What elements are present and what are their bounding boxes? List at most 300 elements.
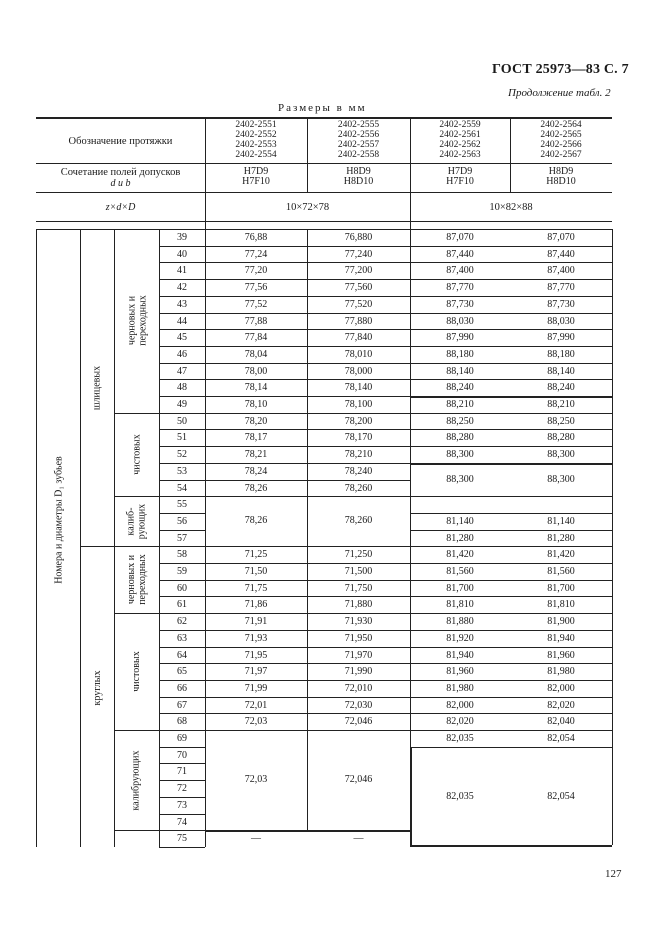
diameter-value-merged: 82,035 [446,790,474,802]
row-number: 52 [177,449,187,461]
diameter-value: 81,700 [446,582,474,594]
diameter-value: 71,950 [344,632,373,644]
diameter-value: 82,000 [547,682,575,694]
diameter-value: 71,50 [244,566,268,577]
diameter-value: 76,880 [344,232,373,243]
row-number: 63 [177,632,187,644]
rule-horizontal [410,580,612,581]
diameter-value: 88,140 [547,365,575,377]
rule-horizontal [205,596,410,597]
rule-horizontal [410,379,612,380]
sub-calib-round-label: калибрующих [130,750,142,811]
rule-horizontal [159,630,205,631]
tool-code: 2402-2556 [337,130,380,140]
diameter-value: 87,990 [446,332,474,344]
rule-horizontal [410,463,612,465]
rule-horizontal [159,797,205,798]
rule-horizontal [410,496,612,497]
diameter-value: 78,26 [244,482,268,494]
rule-horizontal [159,429,205,430]
rule-horizontal [410,313,612,314]
fit-value: H8D9 [548,166,574,177]
rule-horizontal [159,463,205,464]
diameter-value: 78,240 [344,465,373,477]
zdd-label: z×d×D [105,202,136,213]
rule-horizontal [410,596,612,597]
rule-horizontal [205,396,410,397]
rule-horizontal [205,697,410,698]
diameter-value: 71,970 [344,649,373,661]
rule-horizontal [410,697,612,698]
rule-horizontal [410,680,612,681]
page-number: 127 [605,868,622,880]
row-number: 53 [177,465,187,477]
fit-value: H8D9 [346,166,371,177]
diameter-value: 78,14 [244,382,268,394]
rule-horizontal [114,730,159,731]
sub-finish-round-label: чистовых [130,651,142,692]
diameter-value: 78,10 [244,399,268,410]
row-number: 50 [177,415,187,427]
diameter-value: 78,200 [344,415,373,427]
rule-horizontal [159,446,205,447]
diameter-value: 81,280 [547,532,575,544]
rule-horizontal [205,446,410,447]
rule-horizontal [205,363,410,364]
diameter-value: 87,770 [446,282,474,294]
rule-horizontal [205,480,410,481]
diameter-value-merged: 82,054 [547,790,575,802]
rule-horizontal [159,530,205,531]
rule-horizontal [159,296,205,297]
row-number: 45 [177,332,187,344]
rule-horizontal [159,847,205,848]
diameter-value: 71,99 [244,682,268,694]
rule-horizontal [159,697,205,698]
diameter-value: 78,260 [344,482,373,494]
diameter-value: 78,100 [344,399,373,410]
diameter-value: 78,04 [244,348,268,360]
diameter-value: 71,500 [344,566,373,577]
rule-horizontal [114,496,159,497]
diameter-value: 81,880 [446,616,474,628]
rule-horizontal [410,747,612,748]
tool-code: 2402-2558 [337,150,380,160]
tool-code: 2402-2567 [540,150,582,160]
rule-horizontal [159,680,205,681]
tool-code: 2402-2551 [235,120,277,130]
tool-code: 2402-2563 [439,150,481,160]
rule-horizontal [410,630,612,631]
group-round-label: круглых [91,670,103,706]
rule-horizontal [205,647,410,648]
row-number: 58 [177,549,187,561]
row-number: 43 [177,298,187,310]
diameter-value: 88,250 [446,415,474,427]
rule-horizontal [159,313,205,314]
rule-horizontal [205,346,410,347]
row-number: 75 [177,833,187,845]
diameter-value: 88,250 [547,415,575,427]
row-number: 69 [177,733,187,744]
diameter-value: 87,730 [446,298,474,310]
diameter-value: 81,420 [446,549,474,561]
row-number: 47 [177,365,187,377]
diameter-value: 77,52 [244,298,268,310]
rule-horizontal [205,580,410,581]
rule-horizontal [205,329,410,330]
row-axis-label: Номера и диаметры D₁ зубьев [52,455,64,584]
rule-vertical [612,747,613,845]
rule-horizontal [36,117,612,119]
diameter-value: 77,240 [344,248,373,260]
diameter-value: 81,140 [547,515,575,527]
diameter-value: 87,990 [547,332,575,344]
rule-horizontal [159,262,205,263]
rule-horizontal [80,546,114,547]
diameter-value: 78,00 [244,365,268,377]
diameter-value: 81,560 [446,566,474,577]
diameter-value: 78,17 [244,432,268,444]
tool-code: 2402-2564 [540,120,582,130]
diameter-value: 72,010 [344,682,373,694]
diameter-value: 81,140 [446,515,474,527]
rule-horizontal [159,613,205,614]
rule-horizontal [410,429,612,430]
rule-horizontal [410,262,612,263]
fit-value: H8D10 [343,176,374,187]
tool-code: 2402-2561 [439,130,481,140]
fit-value: H8D10 [546,176,576,187]
row-number: 71 [177,766,187,778]
diameter-value: 88,030 [446,315,474,327]
diameter-value: 81,700 [547,582,575,594]
diameter-value: 71,990 [344,666,373,678]
diameter-value: 72,046 [344,716,373,728]
row-number: 72 [177,783,187,795]
diameter-value: 78,170 [344,432,373,444]
rule-horizontal [410,296,612,297]
diameter-value: 81,900 [547,616,575,628]
diameter-value: 78,140 [344,382,373,394]
rule-horizontal [410,396,612,398]
row-number: 60 [177,582,187,594]
rule-horizontal [410,713,612,714]
rule-horizontal [114,413,159,414]
diameter-value: 82,000 [446,699,474,711]
fits-label: Сочетание полей допусков [60,167,181,178]
rule-horizontal [410,530,612,531]
rule-horizontal [36,163,612,164]
diameter-value: 71,25 [244,549,268,561]
diameter-value: 81,980 [446,682,474,694]
diameter-value: 88,280 [547,432,575,444]
rule-horizontal [159,730,205,731]
diameter-value: 77,20 [244,265,268,277]
diameter-value: 77,200 [344,265,373,277]
diameter-value: 78,000 [344,365,373,377]
rule-horizontal [205,463,410,464]
diameter-value: 88,140 [446,365,474,377]
diameter-value: 88,210 [547,399,575,410]
row-number: 46 [177,348,187,360]
rule-horizontal [410,246,612,247]
row-number: 62 [177,616,187,628]
rule-horizontal [410,329,612,330]
diameter-value: 88,300 [547,449,575,461]
row-number: 42 [177,282,187,294]
row-number: 54 [177,482,187,494]
diameter-value: 81,810 [446,599,474,611]
diameter-value: 71,250 [344,549,373,561]
rule-horizontal [410,613,612,614]
diameter-value: 87,400 [446,265,474,277]
diameter-value: 81,810 [547,599,575,611]
diameter-value: 72,030 [344,699,373,711]
row-number: 61 [177,599,187,611]
rule-horizontal [205,496,410,497]
rule-horizontal [159,830,205,831]
diameter-value: 78,24 [244,465,268,477]
designation-label: Обозначение протяжки [68,136,173,147]
diameter-value: 71,750 [344,582,373,594]
rule-horizontal [159,329,205,330]
row-number: 44 [177,315,187,327]
tool-code: 2402-2555 [337,120,380,130]
diameter-value: 77,24 [244,248,268,260]
row-number: 56 [177,515,187,527]
rule-horizontal [410,647,612,648]
tool-code: 2402-2557 [337,140,380,150]
rule-horizontal [410,413,612,414]
row-number: 73 [177,799,187,811]
rule-horizontal [159,396,205,397]
sub-rough-spline-label: черновых и переходных [125,295,148,347]
diameter-value: 77,840 [344,332,373,344]
fit-value: H7D9 [447,166,473,177]
rule-horizontal [159,279,205,280]
rule-horizontal [205,379,410,380]
rule-horizontal [410,546,612,547]
diameter-value: 82,020 [446,716,474,728]
rule-horizontal [205,830,410,832]
diameter-value: 72,01 [244,699,268,711]
diameter-value: 88,240 [446,382,474,394]
row-number: 40 [177,248,187,260]
rule-horizontal [410,363,612,364]
rule-horizontal [36,192,612,193]
rule-horizontal [159,563,205,564]
tool-code: 2402-2553 [235,140,277,150]
rule-horizontal [205,279,410,280]
row-number: 55 [177,499,187,511]
diameter-value: 71,91 [244,616,268,628]
rule-horizontal [205,413,410,414]
diameter-value-merged: 78,260 [344,515,373,527]
rule-horizontal [205,313,410,314]
tool-code: 2402-2565 [540,130,582,140]
rule-horizontal [114,546,159,547]
rule-horizontal [205,429,410,430]
tool-code: 2402-2554 [235,150,277,160]
diameter-value: 88,180 [446,348,474,360]
diameter-value: 77,56 [244,282,268,294]
rule-horizontal [410,730,612,731]
diameter-value: 71,880 [344,599,373,611]
row-number: 57 [177,532,187,544]
diameter-value: 72,03 [244,716,268,728]
diameter-value: 81,940 [547,632,575,644]
row-number: 70 [177,749,187,761]
diameter-value: 87,070 [547,232,575,243]
diameter-value-merged: 78,26 [244,515,268,527]
diameter-value: 82,040 [547,716,575,728]
diameter-value: 82,054 [547,733,575,744]
diameter-value: 81,960 [547,649,575,661]
rule-horizontal [410,446,612,447]
diameter-value: 88,210 [446,399,474,410]
rule-horizontal [36,221,612,222]
diameter-value-merged: 72,03 [244,774,268,786]
rule-horizontal [159,647,205,648]
dash-value: — [251,833,261,845]
rule-horizontal [205,680,410,681]
rule-horizontal [205,713,410,714]
diameter-value: 78,20 [244,415,268,427]
rule-horizontal [114,613,159,614]
fits-label-db: d и b [110,178,131,189]
row-number: 74 [177,816,187,828]
row-number: 65 [177,666,187,678]
rule-horizontal [410,845,612,847]
group-spline-label: шлицевых [91,365,103,410]
fit-value: H7F10 [446,176,474,187]
diameter-value: 88,280 [446,432,474,444]
diameter-value: 71,95 [244,649,268,661]
diameter-value: 88,030 [547,315,575,327]
rule-horizontal [205,246,410,247]
row-number: 68 [177,716,187,728]
diameter-value: 78,21 [244,449,268,461]
rule-horizontal [159,596,205,597]
diameter-value: 81,920 [446,632,474,644]
rule-horizontal [205,630,410,631]
rule-horizontal [159,814,205,815]
diameter-value: 87,730 [547,298,575,310]
sub-calib-spline-label: калиб- рующих [125,503,148,539]
diameter-value-merged: 88,300 [547,473,575,485]
rule-horizontal [159,496,205,497]
rule-horizontal [410,346,612,347]
diameter-value: 87,440 [446,248,474,260]
diameter-value: 87,400 [547,265,575,277]
diameter-value: 81,280 [446,532,474,544]
diameter-value: 76,88 [244,232,268,243]
diameter-value: 71,75 [244,582,268,594]
rule-horizontal [159,546,205,547]
rule-horizontal [410,513,612,514]
diameter-value-merged: 88,300 [446,473,474,485]
rule-horizontal [205,613,410,614]
rule-horizontal [159,363,205,364]
diameter-value: 71,930 [344,616,373,628]
diameter-value: 77,520 [344,298,373,310]
diameter-value: 88,240 [547,382,575,394]
row-number: 41 [177,265,187,277]
diameter-value: 71,97 [244,666,268,678]
diameter-value: 82,020 [547,699,575,711]
rule-horizontal [159,346,205,347]
rule-horizontal [205,730,410,731]
diameter-value: 77,88 [244,315,268,327]
diameter-value: 78,210 [344,449,373,461]
dash-value: — [353,833,364,845]
row-number: 64 [177,649,187,661]
diameter-value: 88,300 [446,449,474,461]
diameter-value-merged: 72,046 [344,774,373,786]
units-label: Размеры в мм [278,102,367,114]
continuation-label: Продолжение табл. 2 [508,87,611,99]
diameter-value: 82,035 [446,733,474,744]
row-number: 39 [177,232,187,243]
rule-horizontal [159,413,205,414]
rule-vertical [612,229,613,830]
fit-value: H7F10 [242,176,270,187]
row-number: 66 [177,682,187,694]
rule-horizontal [410,663,612,664]
row-number: 67 [177,699,187,711]
rule-horizontal [205,262,410,263]
rule-vertical [410,747,412,847]
tool-code: 2402-2552 [235,130,277,140]
diameter-value: 87,770 [547,282,575,294]
tool-code: 2402-2559 [439,120,481,130]
rule-horizontal [205,296,410,297]
sub-rough-round-label: черновых и переходных [125,554,148,605]
diameter-value: 87,070 [446,232,474,243]
row-number: 59 [177,566,187,577]
row-number: 48 [177,382,187,394]
diameter-value: 77,84 [244,332,268,344]
rule-horizontal [159,663,205,664]
diameter-value: 71,93 [244,632,268,644]
rule-horizontal [159,580,205,581]
diameter-value: 81,980 [547,666,575,678]
rule-horizontal [159,713,205,714]
rule-horizontal [159,379,205,380]
rule-horizontal [205,563,410,564]
rule-horizontal [159,780,205,781]
diameter-value: 77,880 [344,315,373,327]
diameter-value: 77,560 [344,282,373,294]
diameter-value: 81,960 [446,666,474,678]
sub-finish-spline-label: чистовых [131,434,142,475]
diameter-value: 88,180 [547,348,575,360]
rule-horizontal [159,747,205,748]
rule-horizontal [114,830,159,831]
rule-horizontal [159,246,205,247]
diameter-value: 87,440 [547,248,575,260]
rule-horizontal [159,763,205,764]
fit-value: H7D9 [243,166,269,177]
row-number: 49 [177,399,187,410]
diameter-value: 81,560 [547,566,575,577]
row-number: 51 [177,432,187,444]
rule-horizontal [159,513,205,514]
diameter-value: 71,86 [244,599,268,611]
diameter-value: 81,940 [446,649,474,661]
diameter-value: 81,420 [547,549,575,561]
